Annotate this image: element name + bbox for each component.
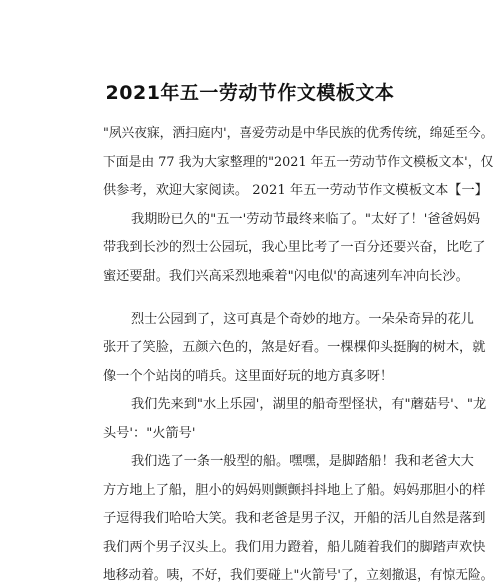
paragraph-line: 地移动着。咦，不好，我们要碰上"火箭号'了，立刻撤退，有惊无险。: [103, 568, 494, 583]
paragraph-line: 蜜还要甜。我们兴高采烈地乘着"闪电似'的高速列车冲向长沙。: [103, 269, 469, 284]
document-title: 2021年五一劳动节作文模板文本: [105, 82, 395, 104]
paragraph-line: 带我到长沙的烈士公园玩，我心里比考了一百分还要兴奋，比吃了: [103, 240, 486, 255]
paragraph-line: 张开了笑脸，五颜六色的，煞是好看。一棵棵仰头挺胸的树木，就: [103, 340, 486, 355]
paragraph-line: "夙兴夜寐，洒扫庭内'，喜爱劳动是中华民族的优秀传统，绵延至今。: [103, 126, 494, 141]
paragraph-line: 我们两个男子汉头上。我们用力蹬着，船儿随着我们的脚踏声欢快: [103, 540, 486, 555]
paragraph-line: 像一个个站岗的哨兵。这里面好玩的地方真多呀！: [103, 369, 394, 384]
paragraph-line: 头号'："火箭号': [103, 426, 196, 441]
paragraph-line: 我们选了一条一般型的船。嘿嘿，是脚踏船！我和老爸大大: [131, 454, 474, 469]
paragraph-line: 下面是由 77 我为大家整理的"2021 年五一劳动节作文模板文本'，仅: [103, 155, 494, 170]
paragraph-line: 子逗得我们哈哈大笑。我和老爸是男子汉，开船的活儿自然是落到: [103, 511, 486, 526]
paragraph-line: 我们先来到"水上乐园'，湖里的船奇型怪状，有"蘑菇号'、"龙: [131, 397, 487, 412]
paragraph-line: 方方地上了船，胆小的妈妈则颤颤抖抖地上了船。妈妈那胆小的样: [103, 483, 486, 498]
paragraph-line: 烈士公园到了，这可真是个奇妙的地方。一朵朵奇异的花儿: [131, 312, 474, 327]
paragraph-line: 供参考，欢迎大家阅读。 2021 年五一劳动节作文模板文本【一】: [103, 183, 488, 198]
paragraph-line: 我期盼已久的"五一'劳动节最终来临了。"太好了！'爸爸妈妈: [131, 212, 481, 227]
